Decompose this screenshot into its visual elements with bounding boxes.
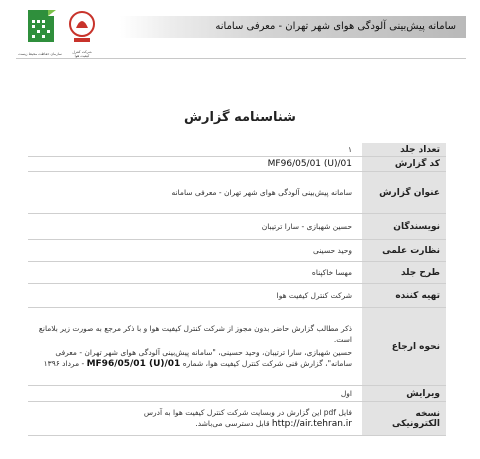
row-label: عنوان گزارش	[362, 172, 446, 214]
doe-logo-caption: سازمان حفاظت محیط زیست	[18, 52, 62, 56]
row-label: نسخه الکترونیکی	[362, 402, 446, 436]
aqcc-logo	[68, 10, 96, 58]
row-value: وحید حسینی	[28, 240, 362, 262]
row-value	[28, 157, 362, 172]
table-row	[28, 240, 446, 262]
table-row	[28, 284, 446, 308]
header-divider	[16, 58, 466, 59]
citation-text: حسین شهبازی، سارا ترتیبان، وحید حسینی، "سامانه پیش‌بینی آلودگی هوای شهر تهران - معرفی سامانه"، گزارش فنی شرکت کنترل کیفیت هوا، شماره MF96/05/01 (U)/01 - مرداد ۱۳۹۶	[43, 348, 352, 369]
report-code: MF96/05/01 (U)/01	[267, 159, 352, 169]
citation-date: - مرداد ۱۳۹۶	[43, 359, 85, 368]
row-label: تهیه کننده	[362, 284, 446, 308]
row-label: نظارت علمی	[362, 240, 446, 262]
header-banner: سامانه پیش‌بینی آلودگی هوای شهر تهران - معرفی سامانه	[120, 16, 466, 38]
row-label: نویسندگان	[362, 214, 446, 240]
website-link[interactable]: http://air.tehran.ir	[271, 419, 352, 429]
citation-note: ذکر مطالب گزارش حاضر بدون مجوز از شرکت کنترل کیفیت هوا و با ذکر مرجع به صورت زیر بلامانع است.	[38, 324, 352, 344]
page-title: شناسنامه گزارش	[184, 110, 296, 125]
table-row	[28, 143, 446, 157]
report-id-table	[28, 143, 446, 436]
row-label: نحوه ارجاع	[362, 308, 446, 386]
doe-emblem-icon	[18, 8, 62, 48]
table-row	[28, 386, 446, 402]
row-value	[28, 308, 362, 386]
row-value: سامانه پیش‌بینی آلودگی هوای شهر تهران - معرفی سامانه	[28, 172, 362, 214]
row-label: ویرایش	[362, 386, 446, 402]
table-row	[28, 262, 446, 284]
electronic-access: http://air.tehran.ir قابل دسترسی می‌باشد.	[195, 419, 352, 429]
row-value: حسین شهبازی - سارا ترتیبان	[28, 214, 362, 240]
table-row	[28, 214, 446, 240]
table-row	[28, 402, 446, 436]
row-value: مهسا خاکپناه	[28, 262, 362, 284]
table-row	[28, 308, 446, 386]
row-value: ۱	[28, 143, 362, 157]
row-value	[28, 402, 362, 436]
row-label: طرح جلد	[362, 262, 446, 284]
aqcc-logo-caption: شرکت کنترل کیفیت هوا	[72, 50, 92, 58]
row-value: شرکت کنترل کیفیت هوا	[28, 284, 362, 308]
doe-logo	[18, 8, 62, 58]
table-row	[28, 172, 446, 214]
row-label: کد گزارش	[362, 157, 446, 172]
page-header	[0, 0, 480, 60]
table-row	[28, 157, 446, 172]
aqcc-emblem-icon	[68, 10, 96, 46]
row-value: اول	[28, 386, 362, 402]
row-label: تعداد جلد	[362, 143, 446, 157]
electronic-note: فایل pdf این گزارش در وبسایت شرکت کنترل کیفیت هوا به آدرس	[143, 408, 352, 417]
citation-code: MF96/05/01 (U)/01	[86, 359, 181, 369]
